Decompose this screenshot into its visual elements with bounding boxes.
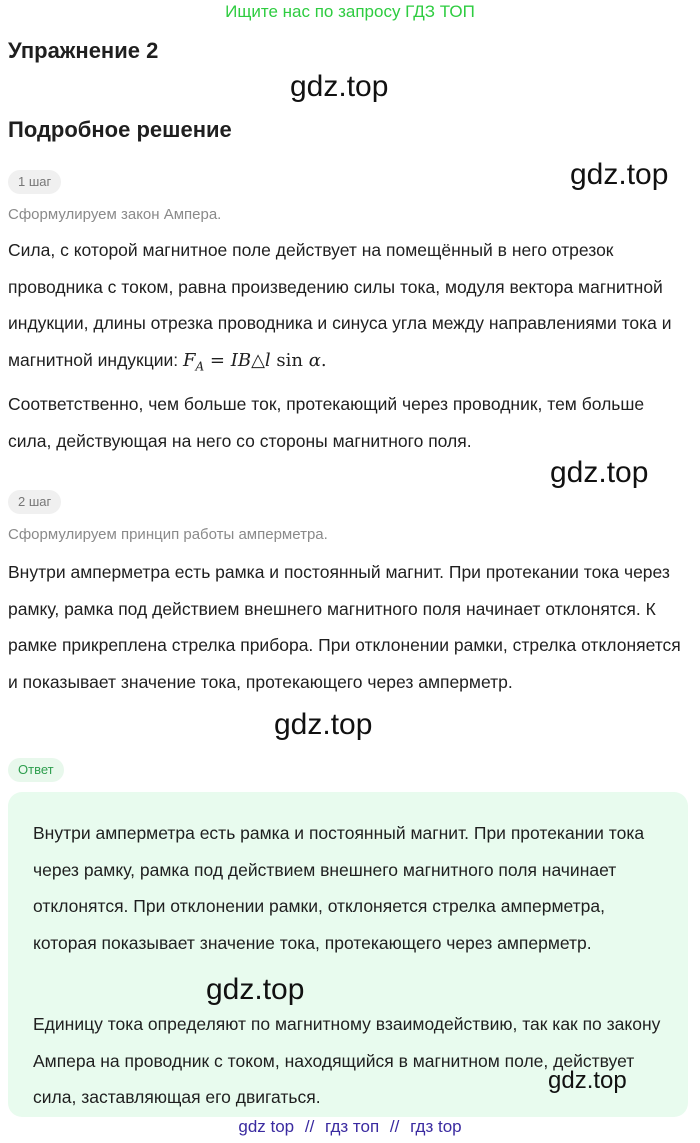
watermark: gdz.top bbox=[570, 158, 669, 191]
footer-separator: // bbox=[389, 1117, 400, 1136]
watermark: gdz.top bbox=[550, 456, 649, 489]
exercise-title: Упражнение 2 bbox=[8, 38, 159, 63]
watermark: gdz.top bbox=[206, 973, 305, 1006]
watermark: gdz.top bbox=[274, 708, 373, 741]
step-hint: Сформулируем закон Ампера. bbox=[8, 206, 222, 223]
footer-link-gdz-top-ru[interactable]: гдз топ bbox=[325, 1117, 380, 1136]
step2-paragraph: Внутри амперметра есть рамка и постоянный магнит. При протекании тока через рамку, рамка под действием внешнего магнитного поля начинает отклонятся. К рамке прикреплена стрелка прибора. При отклонении рамки, стрелка отклоняется и показывает значение тока, протекающего через амперметр. bbox=[8, 562, 681, 692]
footer-link-gdz-top[interactable]: gdz top bbox=[238, 1117, 295, 1136]
step1-paragraph-2: Соответственно, чем больше ток, протекающий через проводник, тем больше сила, действующая на него со стороны магнитного поля. bbox=[8, 394, 645, 451]
watermark: gdz.top bbox=[290, 70, 389, 103]
ampere-formula: $F_A$ = IB△l sin α. bbox=[183, 349, 327, 374]
answer-paragraph: Внутри амперметра есть рамка и постоянный магнит. При протекании тока через рамку, рамка под действием внешнего магнитного поля начинает отклонятся. При отклонении рамки, отклоняется стрелка амперметра, которая показывает значение тока, протекающего через амперметр. bbox=[33, 823, 645, 953]
step1-paragraph bbox=[8, 232, 688, 385]
answer-paragraph-2: Единицу тока определяют по магнитному взаимодействию, так как по закону Ампера на проводник с током, находящийся в магнитном поле, действует сила, заставляющая его двигаться. bbox=[33, 1014, 661, 1107]
section-title: Подробное решение bbox=[8, 117, 232, 142]
answer-badge: Ответ bbox=[8, 758, 64, 782]
top-banner: Ищите нас по запросу ГДЗ ТОП bbox=[225, 2, 475, 21]
step-badge: 1 шаг bbox=[8, 170, 61, 194]
footer-separator: // bbox=[304, 1117, 315, 1136]
step-hint: Сформулируем принцип работы амперметра. bbox=[8, 526, 328, 543]
step1-text: Сила, с которой магнитное поле действует на помещённый в него отрезок проводника с током, равна произведению силы тока, модуля вектора магнитной индукции, длины отрезка проводника и синуса угла между направлениями тока и магнитной индукции: bbox=[8, 240, 672, 370]
watermark: gdz.top bbox=[548, 1067, 627, 1094]
step-badge: 2 шаг bbox=[8, 490, 61, 514]
footer-link-gdz-top-mixed[interactable]: гдз top bbox=[410, 1117, 462, 1136]
footer-links bbox=[0, 1117, 700, 1137]
